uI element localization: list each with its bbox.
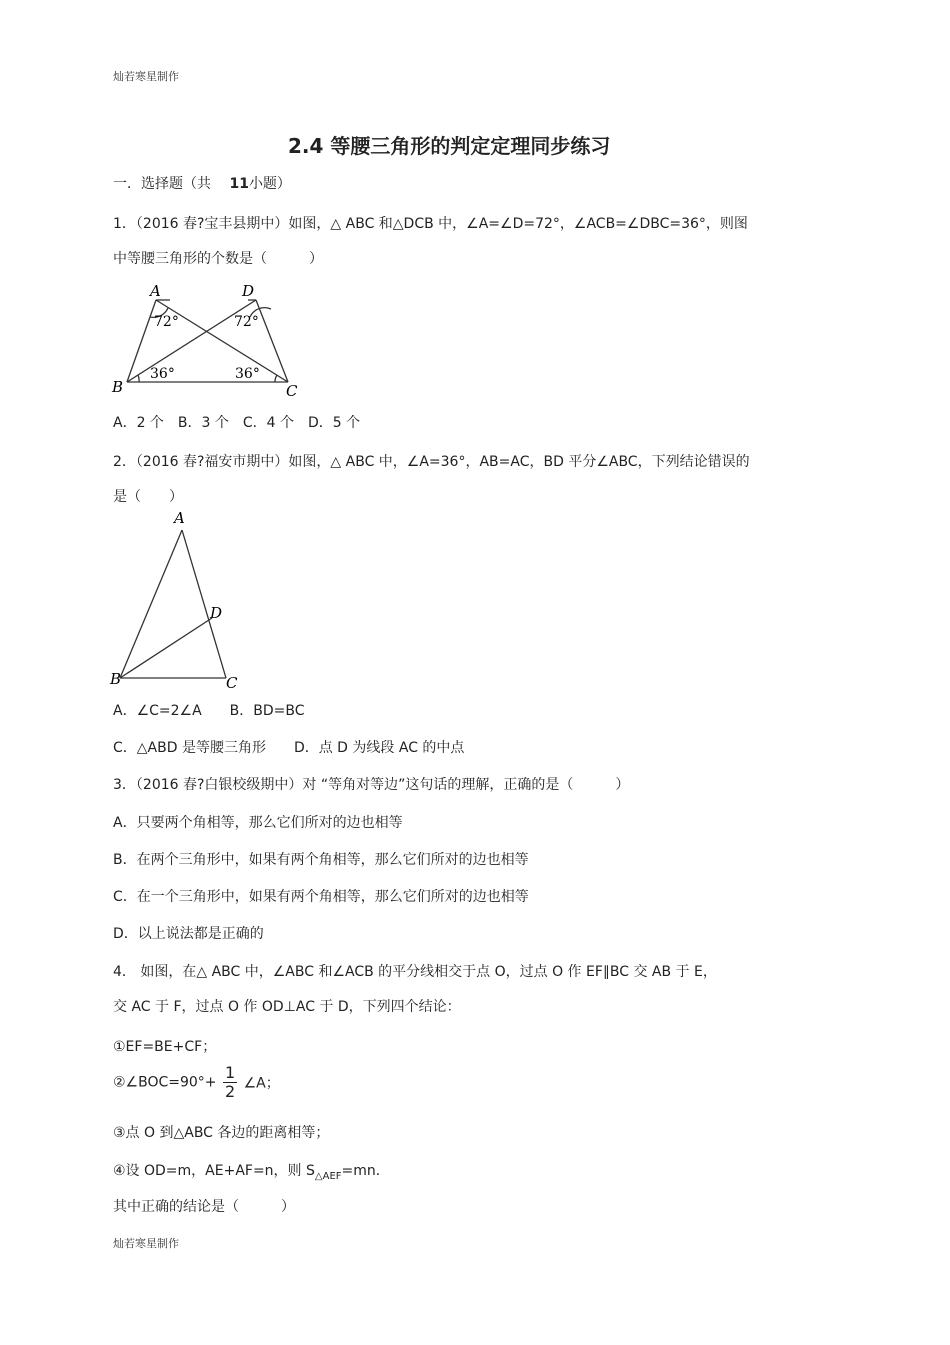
q2-figure <box>108 508 248 693</box>
q4-c4-left: ④设 OD=m，AE+AF=n，则 S <box>113 1163 315 1179</box>
q4-text-line1: 4． 如图，在△ ABC 中，∠ABC 和∠ACB 的平分线相交于点 O，过点 O 作 EF∥BC 交 AB 于 E， <box>113 964 717 980</box>
q4-c2-numerator: 1 <box>224 1063 236 1082</box>
q4-conclusion-4 <box>113 1160 390 1182</box>
q2-label-C: C <box>226 674 238 692</box>
q1-figure <box>110 280 310 402</box>
q4-c2-denominator: 2 <box>224 1082 236 1101</box>
q2-options-ab: A．∠C=2∠A B．BD=BC <box>113 703 305 719</box>
q4-question: 其中正确的结论是（ ） <box>113 1199 295 1215</box>
section-prefix: 一．选择题（共 <box>113 176 211 192</box>
q1-angle-D: 72° <box>234 314 259 330</box>
q3-text: 3．（2016 春?白银校级期中）对 “等角对等边”这句话的理解，正确的是（ ） <box>113 777 630 793</box>
q4-conclusion-2 <box>113 1064 280 1101</box>
q1-label-A: A <box>150 282 161 300</box>
q3-option-c: C．在一个三角形中，如果有两个角相等，那么它们所对的边也相等 <box>113 889 529 905</box>
q2-text-line2: 是（ ） <box>113 489 183 505</box>
q1-text-line1: 1．（2016 春?宝丰县期中）如图，△ ABC 和△DCB 中，∠A=∠D=72°，∠ACB=∠DBC=36°，则图 <box>113 216 748 232</box>
q2-label-A: A <box>174 509 185 527</box>
q2-options-cd: C．△ABD 是等腰三角形 D．点 D 为线段 AC 的中点 <box>113 740 465 756</box>
q2-text-line1: 2．（2016 春?福安市期中）如图，△ ABC 中，∠A=36°，AB=AC，BD 平分∠ABC，下列结论错误的 <box>113 454 750 470</box>
q1-angle-C: 36° <box>235 366 260 382</box>
q1-label-C: C <box>286 382 298 400</box>
q4-c2-fraction <box>223 1064 237 1101</box>
q4-c2-right: ∠A； <box>243 1075 280 1092</box>
q2-label-D: D <box>210 604 223 622</box>
page-footer: 灿若寒星制作 <box>113 1237 179 1250</box>
q1-text-line2: 中等腰三角形的个数是（ ） <box>113 251 323 267</box>
q4-c4-right: =mn． <box>341 1163 390 1179</box>
page-header: 灿若寒星制作 <box>113 70 179 83</box>
q4-c2-left: ②∠BOC=90°+ <box>113 1074 217 1091</box>
section-heading <box>113 173 291 193</box>
q3-option-d: D．以上说法都是正确的 <box>113 926 264 942</box>
page-title: 2.4 等腰三角形的判定定理同步练习 <box>288 134 611 158</box>
section-count: 11 <box>229 176 249 192</box>
q1-options: A．2 个 B．3 个 C．4 个 D．5 个 <box>113 415 361 431</box>
q3-option-b: B．在两个三角形中，如果有两个角相等，那么它们所对的边也相等 <box>113 852 529 868</box>
q3-option-a: A．只要两个角相等，那么它们所对的边也相等 <box>113 815 403 831</box>
q4-conclusion-1: ①EF=BE+CF； <box>113 1039 217 1055</box>
q4-c4-subscript: △AEF <box>314 1170 342 1182</box>
q1-angle-B: 36° <box>150 366 175 382</box>
q2-label-B: B <box>110 670 122 688</box>
q1-label-D: D <box>242 282 255 300</box>
q4-text-line2: 交 AC 于 F，过点 O 作 OD⊥AC 于 D，下列四个结论： <box>113 999 461 1015</box>
q1-angle-A: 72° <box>154 314 179 330</box>
q1-label-B: B <box>112 378 124 396</box>
q4-conclusion-3: ③点 O 到△ABC 各边的距离相等； <box>113 1125 330 1141</box>
section-suffix: 小题） <box>248 176 291 192</box>
